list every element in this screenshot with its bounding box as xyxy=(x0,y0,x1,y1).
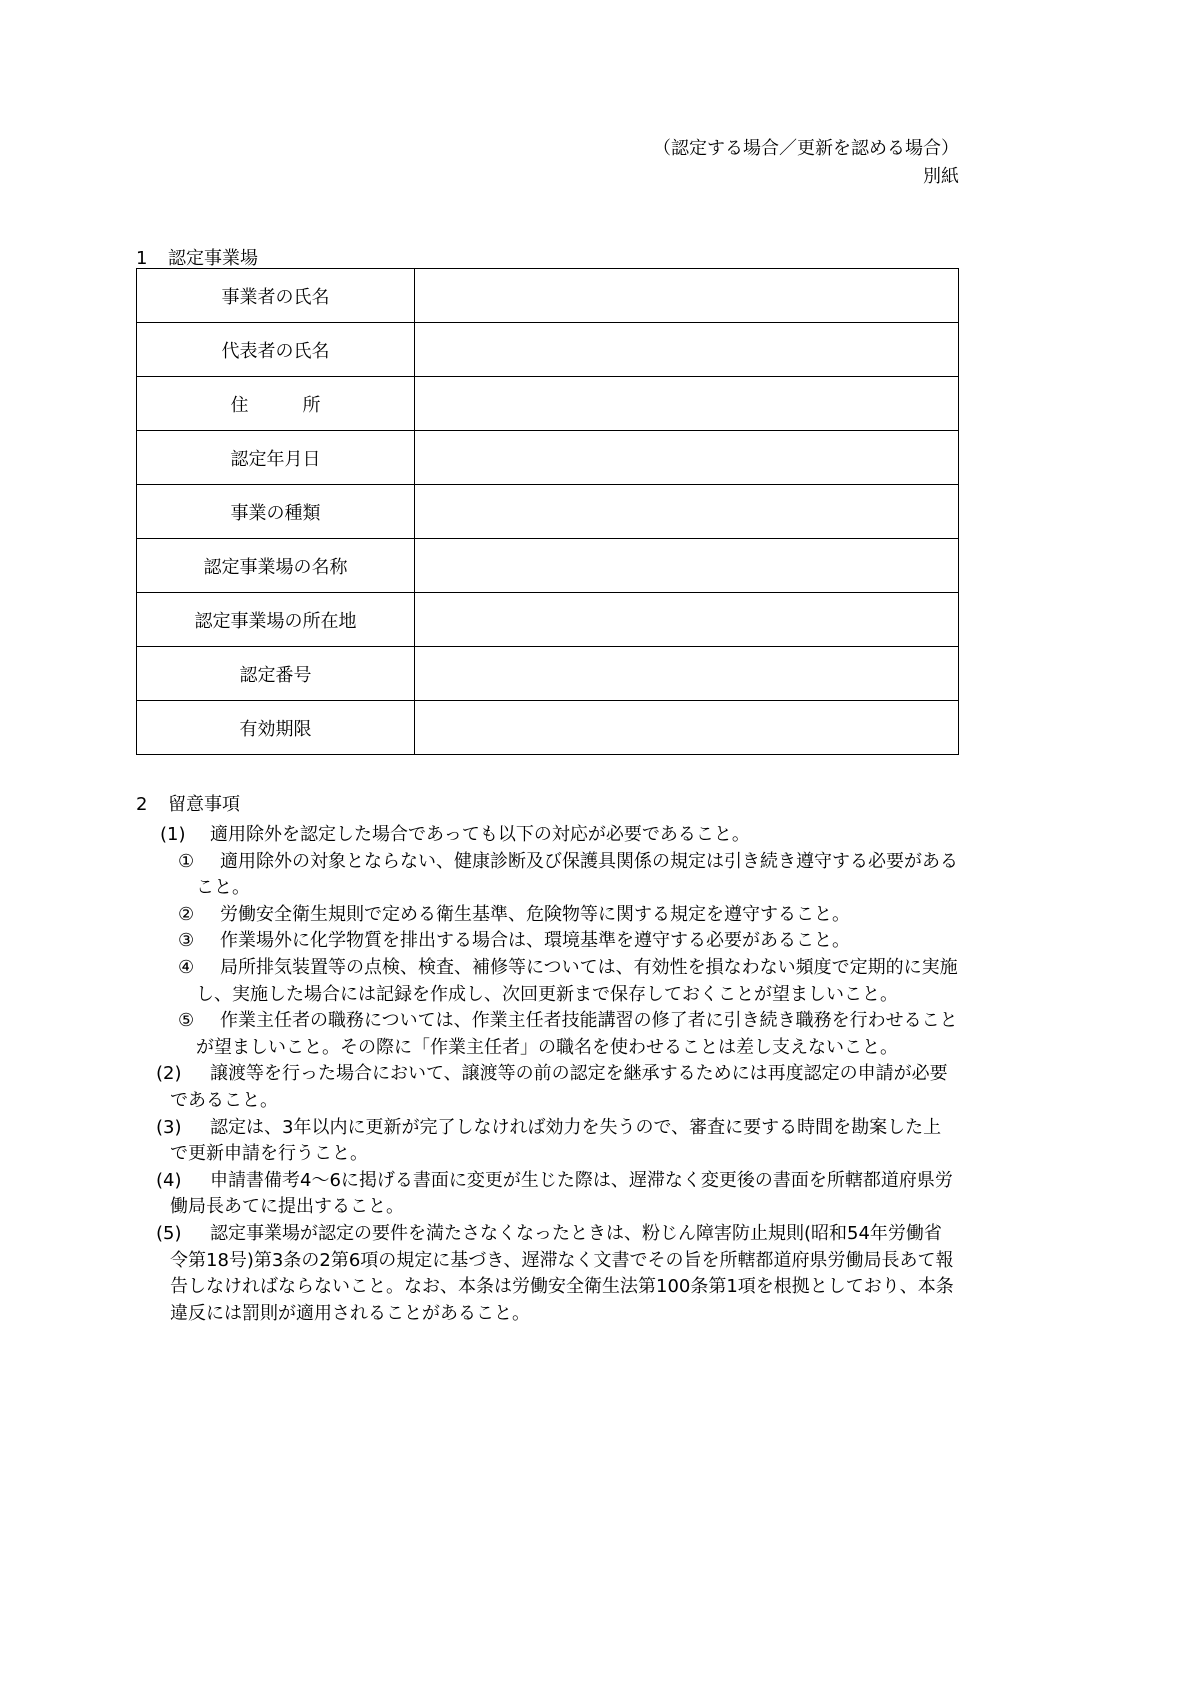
subitem-4 xyxy=(136,955,959,1008)
subitem-text: 作業主任者の職務については、作業主任者技能講習の修了者に引き続き職務を行わせることが望ましいこと。その際に「作業主任者」の職名を使わせることは差し支えないこと。 xyxy=(196,1010,958,1058)
table-row xyxy=(137,539,959,593)
subitem-text: 作業場外に化学物質を排出する場合は、環境基準を遵守する必要があること。 xyxy=(220,930,850,952)
subitem-marker: ⑤ xyxy=(178,1010,195,1032)
subitem-1 xyxy=(136,849,959,902)
row-label: 認定年月日 xyxy=(137,431,415,485)
note-marker: (2) xyxy=(156,1063,182,1085)
table-row xyxy=(137,593,959,647)
subitem-text: 局所排気装置等の点検、検査、補修等については、有効性を損なわない頻度で定期的に実施し、実施した場合には記録を作成し、次回更新まで保存しておくことが望ましいこと。 xyxy=(196,956,958,1005)
subitem-2 xyxy=(136,902,959,929)
note-text: 適用除外を認定した場合であっても以下の対応が必要であること。 xyxy=(210,824,750,845)
note-text: 申請書備考4～6に掲げる書面に変更が生じた際は、遅滞なく変更後の書面を所轄都道府県労働局長あてに提出すること。 xyxy=(170,1169,953,1218)
subitem-marker: ① xyxy=(178,850,195,872)
table-row xyxy=(137,323,959,377)
row-value-field[interactable] xyxy=(415,701,959,755)
subitem-text: 労働安全衛生規則で定める衛生基準、危険物等に関する規定を遵守すること。 xyxy=(220,903,850,925)
section1-heading xyxy=(136,244,258,270)
note-marker: (5) xyxy=(156,1222,182,1244)
row-value-field[interactable] xyxy=(415,485,959,539)
table-row xyxy=(137,701,959,755)
row-value-field[interactable] xyxy=(415,377,959,431)
subitem-marker: ④ xyxy=(178,956,195,978)
row-label: 代表者の氏名 xyxy=(137,323,415,377)
row-label: 事業の種類 xyxy=(137,485,415,539)
case-label: （認定する場合／更新を認める場合） xyxy=(653,138,959,159)
note-item-1 xyxy=(136,822,959,849)
note-marker: (1) xyxy=(160,824,186,845)
table-row xyxy=(137,485,959,539)
row-value-field[interactable] xyxy=(415,431,959,485)
note-marker: (3) xyxy=(156,1116,182,1138)
table-row xyxy=(137,647,959,701)
row-label: 認定事業場の所在地 xyxy=(137,593,415,647)
note-text: 認定事業場が認定の要件を満たさなくなったときは、粉じん障害防止規則(昭和54年労働省令第18号)第3条の2第6項の規定に基づき、遅滞なく文書でその旨を所轄都道府県労働局長あて報告しなければならないこと。なお、本条は労働安全衛生法第100条第1項を根拠としており、本条違反には罰則が適用されることがあること。 xyxy=(170,1222,954,1324)
table-row xyxy=(137,269,959,323)
row-label: 事業者の氏名 xyxy=(137,269,415,323)
subitem-marker: ③ xyxy=(178,930,195,952)
row-label: 認定番号 xyxy=(137,647,415,701)
row-label: 認定事業場の名称 xyxy=(137,539,415,593)
note-item-3 xyxy=(136,1115,959,1168)
subitem-marker: ② xyxy=(178,903,195,925)
row-value-field[interactable] xyxy=(415,647,959,701)
row-value-field[interactable] xyxy=(415,593,959,647)
row-label: 住 所 xyxy=(137,377,415,431)
section1-number: 1 xyxy=(136,248,148,269)
notes-list xyxy=(136,822,959,1327)
certification-table xyxy=(136,268,959,755)
attachment-label: 別紙 xyxy=(923,166,959,187)
table-row xyxy=(137,377,959,431)
subitem-3 xyxy=(136,928,959,955)
note-text: 譲渡等を行った場合において、譲渡等の前の認定を継承するためには再度認定の申請が必要であること。 xyxy=(170,1063,948,1111)
subitem-5 xyxy=(136,1008,959,1061)
section2-title: 留意事項 xyxy=(168,794,240,815)
note-item-5 xyxy=(136,1221,959,1327)
section1-title: 認定事業場 xyxy=(168,248,258,269)
section2-number: 2 xyxy=(136,794,148,815)
row-value-field[interactable] xyxy=(415,539,959,593)
note-item-2 xyxy=(136,1061,959,1114)
row-value-field[interactable] xyxy=(415,323,959,377)
note-text: 認定は、3年以内に更新が完了しなければ効力を失うので、審査に要する時間を勘案した上で更新申請を行うこと。 xyxy=(170,1116,942,1165)
table-row xyxy=(137,431,959,485)
section2-heading xyxy=(136,790,240,816)
note-item-4 xyxy=(136,1168,959,1221)
row-value-field[interactable] xyxy=(415,269,959,323)
note-marker: (4) xyxy=(156,1169,182,1191)
row-label: 有効期限 xyxy=(137,701,415,755)
subitem-text: 適用除外の対象とならない、健康診断及び保護具関係の規定は引き続き遵守する必要があること。 xyxy=(196,850,958,899)
